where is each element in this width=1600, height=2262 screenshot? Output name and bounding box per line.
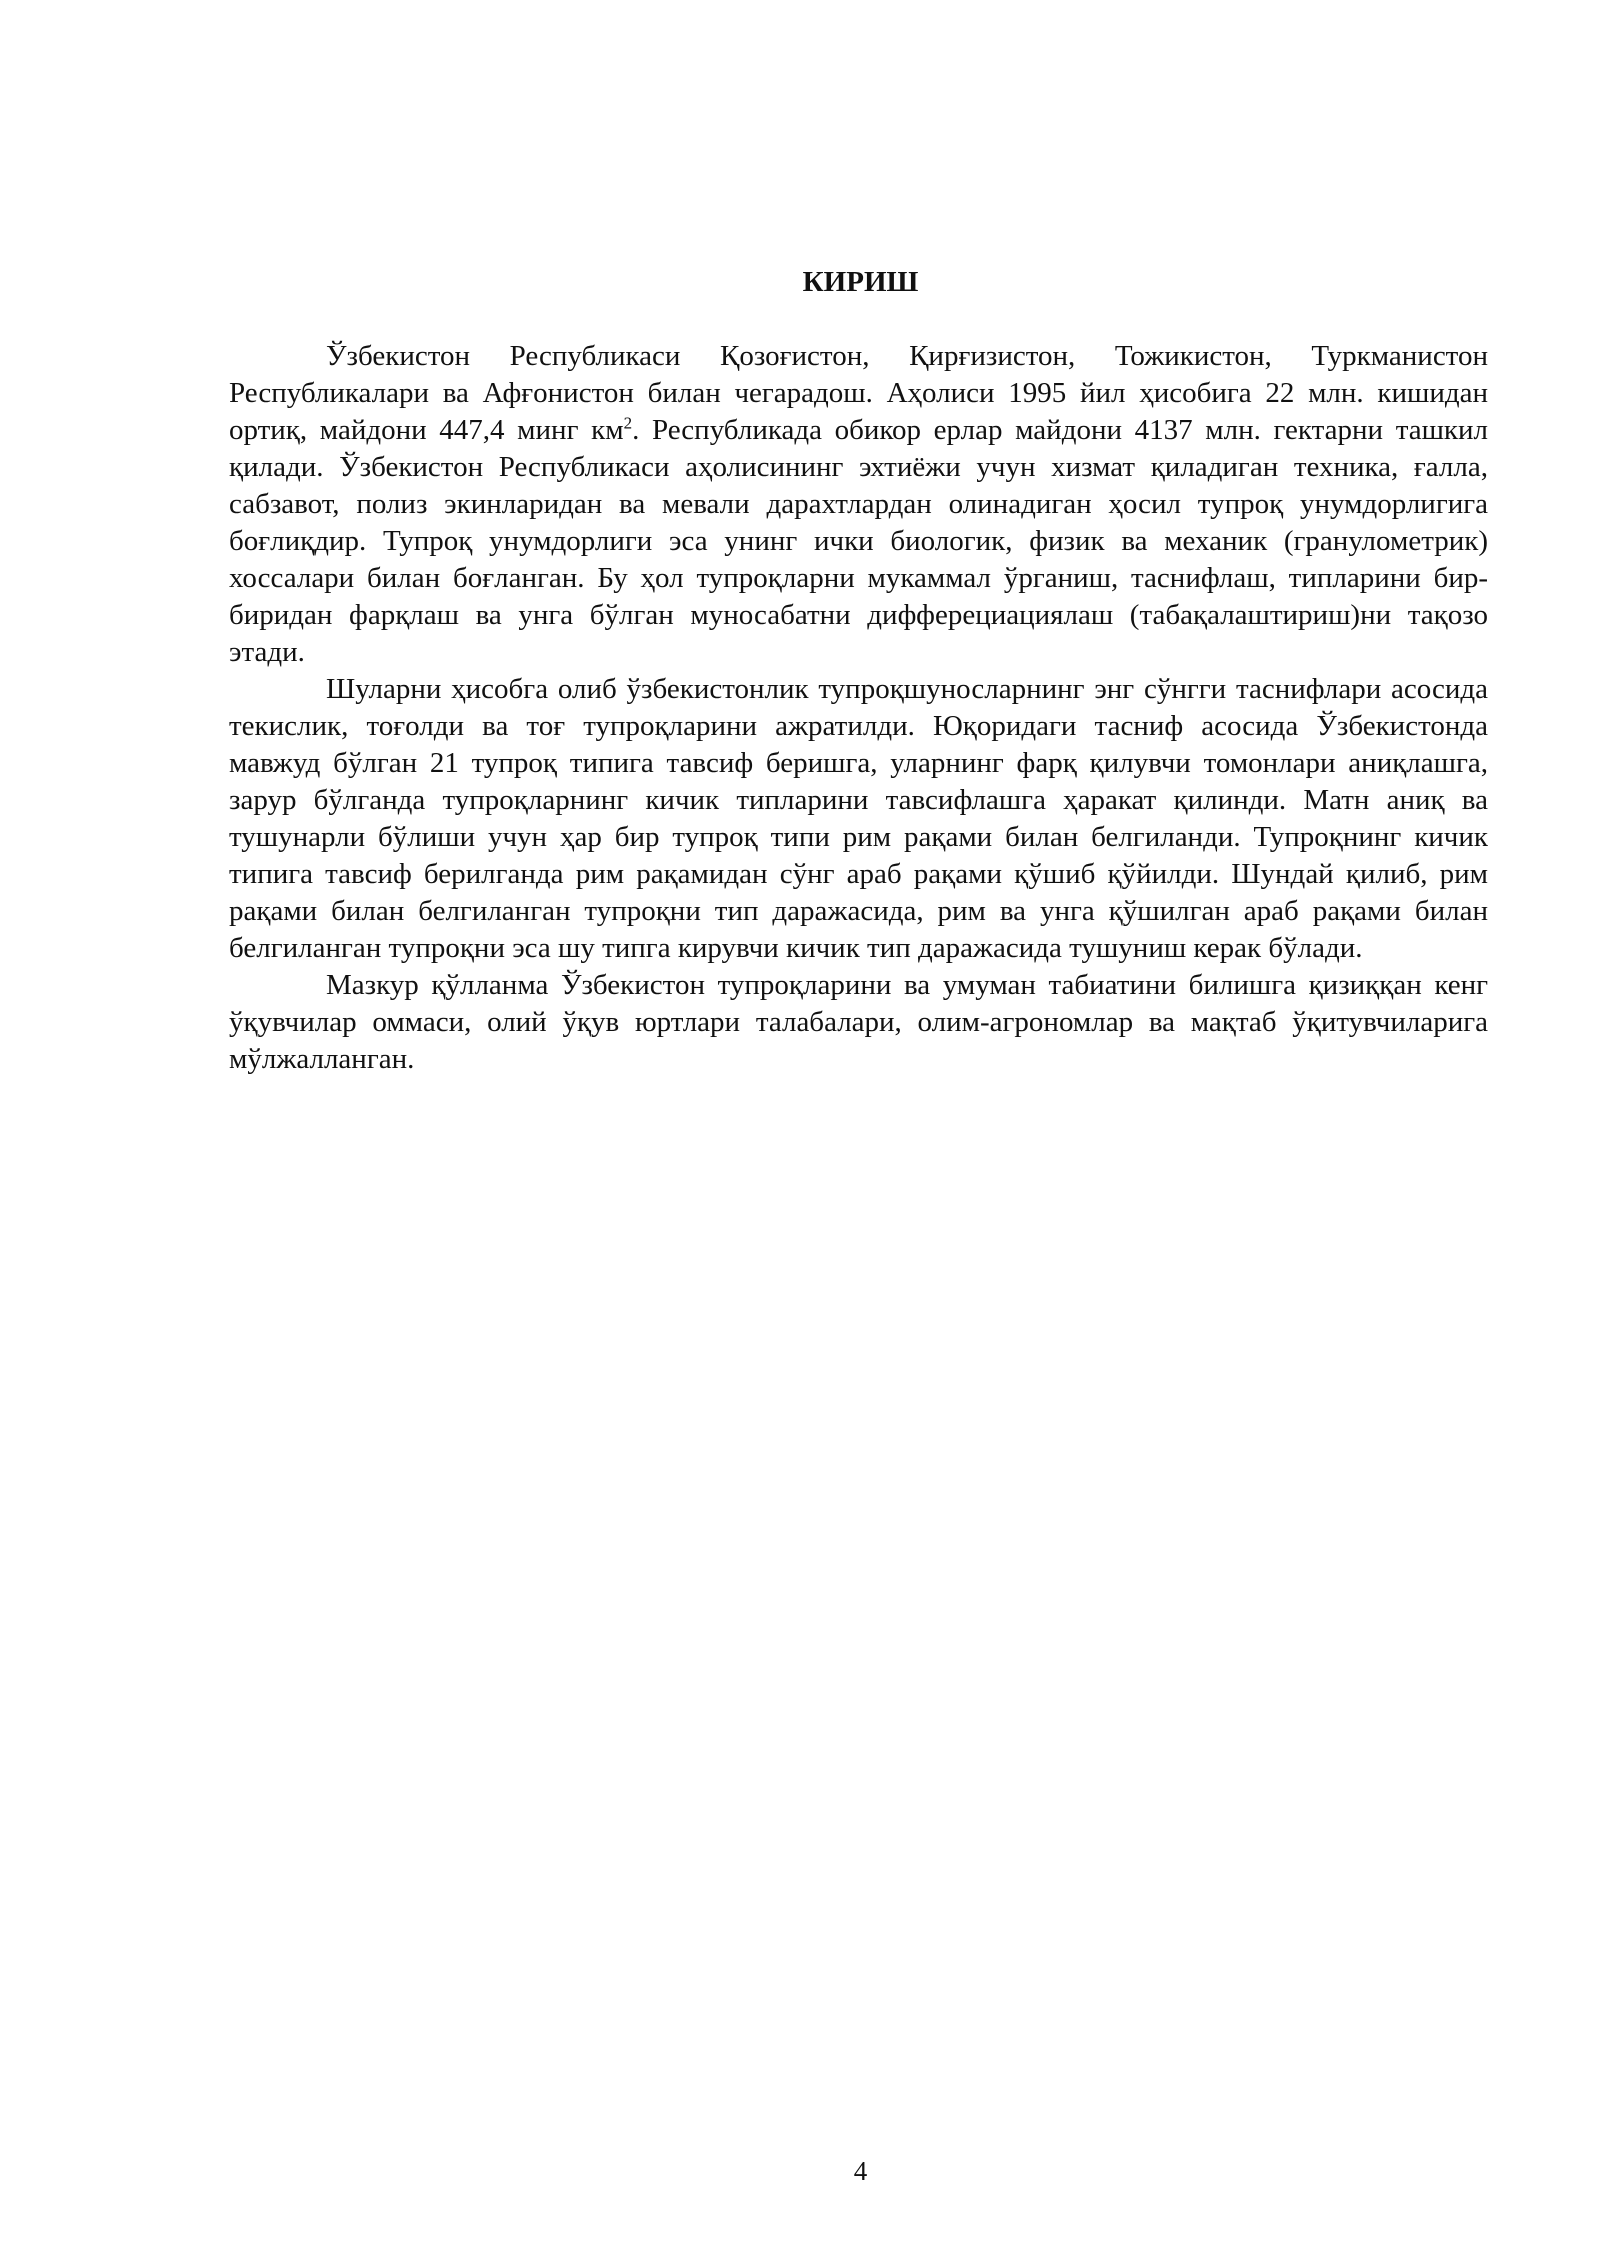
paragraph-1-text-start: Ўзбекистон Республикаси Қозоғистон, Қирғизистон, Тожикистон, Туркманистон Республикалари ва Афғонистон билан чегарадош. Аҳолиси 1995 йил ҳисобига 22 млн. кишидан ортиқ, майдони 447,4 минг км: [229, 340, 1488, 446]
paragraph-1: [229, 338, 1488, 671]
paragraph-3: Мазкур қўлланма Ўзбекистон тупроқларини ва умуман табиатини билишга қизиққан кенг ўқувчилар оммаси, олий ўқув юртлари талабалари, олим-агрономлар ва мақтаб ўқитувчиларига мўлжалланган.: [229, 969, 1488, 1075]
page-number: 4: [853, 2156, 868, 2186]
paragraph-1-text-end: . Республикада обикор ерлар майдони 4137 млн. гектарни ташкил қилади. Ўзбекистон Республикаси аҳолисининг эхтиёжи учун хизмат қиладиган техника, ғалла, сабзавот, полиз экинларидан ва мевали дарахтлардан олинадиган ҳосил тупроқ унумдорлигига боғлиқдир. Тупроқ унумдорлиги эса унинг ички биологик, физик ва механик (гранулометрик) хоссалари билан боғланган. Бу ҳол тупроқларни мукаммал ўрганиш, таснифлаш, типларини бир-биридан фарқлаш ва унга бўлган муносабатни дифферециациялаш (табақалаштириш)ни тақозо этади.: [229, 414, 1489, 668]
paragraph-2: Шуларни ҳисобга олиб ўзбекистонлик тупроқшуносларнинг энг сўнгги таснифлари асосида текислик, тоғолди ва тоғ тупроқларини ажратилди. Юқоридаги тасниф асосида Ўзбекистонда мавжуд бўлган 21 тупроқ типига тавсиф беришга, уларнинг фарқ қилувчи томонлари аниқлашга, зарур бўлганда тупроқларнинг кичик типларини тавсифлашга ҳаракат қилинди. Матн аниқ ва тушунарли бўлиши учун ҳар бир тупроқ типи рим рақами билан белгиланди. Тупроқнинг кичик типига тавсиф берилганда рим рақамидан сўнг араб рақами қўшиб қўйилди. Шундай қилиб, рим рақами билан белгиланган тупроқни тип даражасида, рим ва унга қўшилган араб рақами билан белгиланган тупроқни эса шу типга кирувчи кичик тип даражасида тушуниш керак бўлади.: [229, 673, 1488, 964]
superscript-2: 2: [623, 413, 633, 433]
body-text: [229, 338, 1488, 1078]
page-title: КИРИШ: [802, 266, 919, 298]
